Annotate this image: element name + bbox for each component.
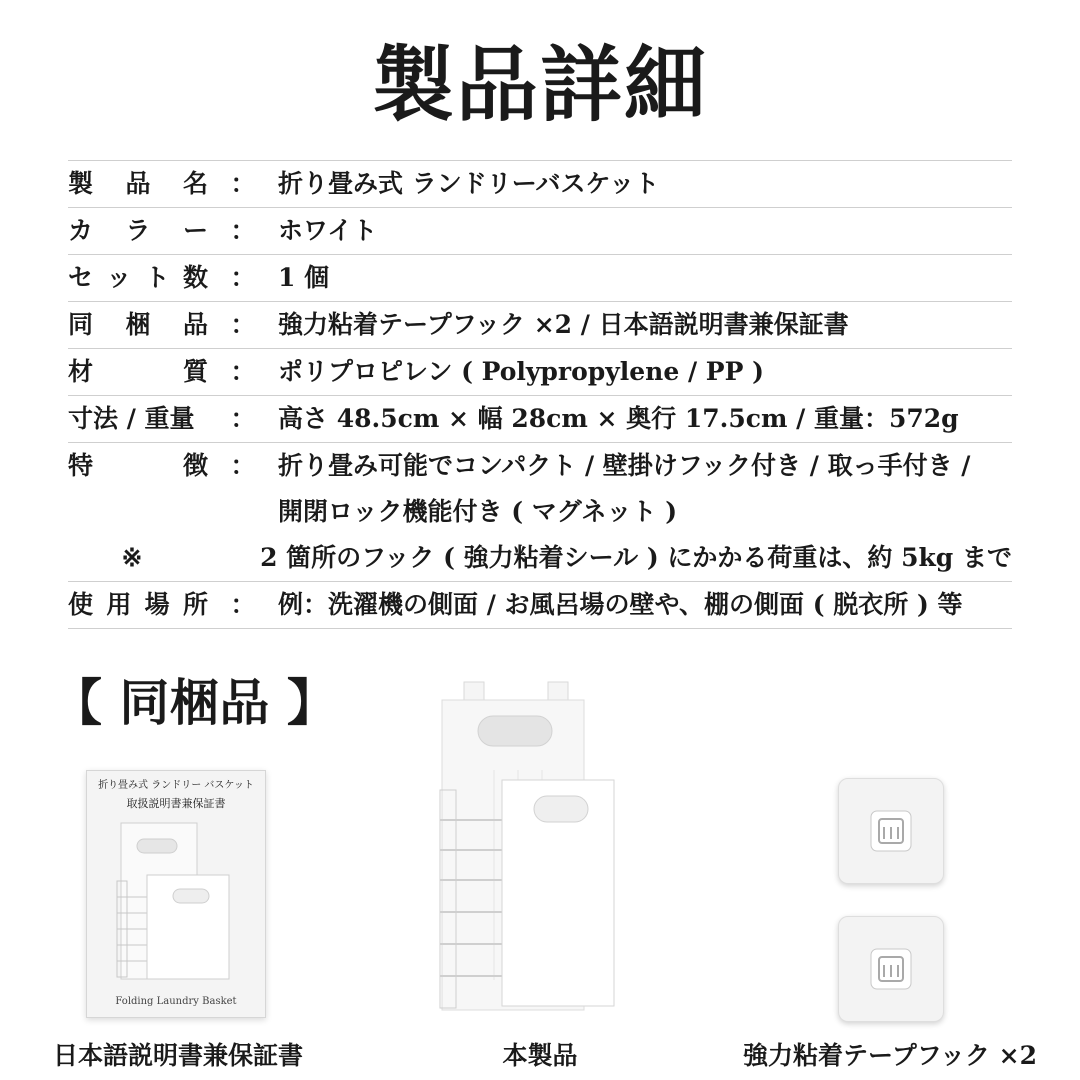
- spec-value: 強力粘着テープフック ×2 / 日本語説明書兼保証書: [278, 310, 849, 339]
- spec-key: 特 徴: [68, 451, 208, 480]
- spec-separator: ：: [230, 216, 256, 245]
- spec-row-note: [68, 535, 1012, 582]
- spec-separator: ：: [230, 590, 256, 619]
- spec-value: 例：洗濯機の側面 / お風呂場の壁や、棚の側面 ( 脱衣所 ) 等: [278, 590, 963, 619]
- manual-subtitle: 取扱説明書兼保証書: [126, 797, 226, 810]
- spec-value: 1 個: [278, 263, 330, 292]
- hook-icon: [869, 809, 913, 853]
- spec-table: [68, 160, 1012, 629]
- manual-footer: Folding Laundry Basket: [115, 996, 237, 1007]
- manual-caption: 日本語説明書兼保証書: [52, 1041, 303, 1070]
- spec-row-usage: [68, 582, 1012, 629]
- manual-booklet-image: [86, 770, 266, 1018]
- spec-row-product-name: [68, 161, 1012, 208]
- spec-separator: ：: [230, 310, 256, 339]
- spec-row-included: [68, 302, 1012, 349]
- page-title: 製品詳細: [371, 37, 708, 133]
- spec-value: 折り畳み式 ランドリーバスケット: [278, 169, 660, 198]
- basket-illustration-icon: [111, 819, 241, 989]
- spec-key: 使 用 場 所: [68, 590, 208, 619]
- basket-product-image: [438, 680, 618, 1024]
- spec-key: 寸法 / 重量: [68, 404, 195, 433]
- spec-row-dimensions: [68, 396, 1012, 443]
- product-caption: 本製品: [502, 1041, 578, 1070]
- spec-separator: ：: [230, 451, 256, 480]
- manual-title: 折り畳み式 ランドリー バスケット: [98, 780, 254, 791]
- spec-row-material: [68, 349, 1012, 396]
- spec-key: 製 品 名: [68, 169, 208, 198]
- note-mark: ※: [121, 543, 143, 572]
- spec-value: 折り畳み可能でコンパクト / 壁掛けフック付き / 取っ手付き / 開閉ロック機能付き ( マグネット ): [278, 451, 971, 526]
- included-heading: 【 同梱品 】: [52, 673, 337, 732]
- spec-value: ポリプロピレン ( Polypropylene / PP ): [278, 357, 764, 386]
- spec-key: セ ッ ト 数: [68, 263, 208, 292]
- spec-row-color: [68, 208, 1012, 255]
- spec-key: 材 質: [68, 357, 208, 386]
- spec-separator: ：: [230, 263, 256, 292]
- spec-key: 同 梱 品: [68, 310, 208, 339]
- spec-separator: ：: [230, 357, 256, 386]
- spec-separator: ：: [230, 404, 256, 433]
- adhesive-hook-2-image: [838, 916, 944, 1022]
- spec-separator: ：: [230, 169, 256, 198]
- spec-row-set-count: [68, 255, 1012, 302]
- spec-key: カ ラ ー: [68, 216, 208, 245]
- laundry-basket-icon: [438, 680, 618, 1020]
- adhesive-hook-1-image: [838, 778, 944, 884]
- hook-icon: [869, 947, 913, 991]
- hooks-caption: 強力粘着テープフック ×2: [742, 1041, 1038, 1070]
- spec-row-features: [68, 443, 1012, 535]
- spec-value: ホワイト: [278, 216, 378, 245]
- spec-value: 高さ 48.5cm × 幅 28cm × 奥行 17.5cm / 重量：572g: [278, 404, 959, 433]
- spec-value: 2 箇所のフック ( 強力粘着シール ) にかかる荷重は、約 5kg まで: [260, 543, 1012, 572]
